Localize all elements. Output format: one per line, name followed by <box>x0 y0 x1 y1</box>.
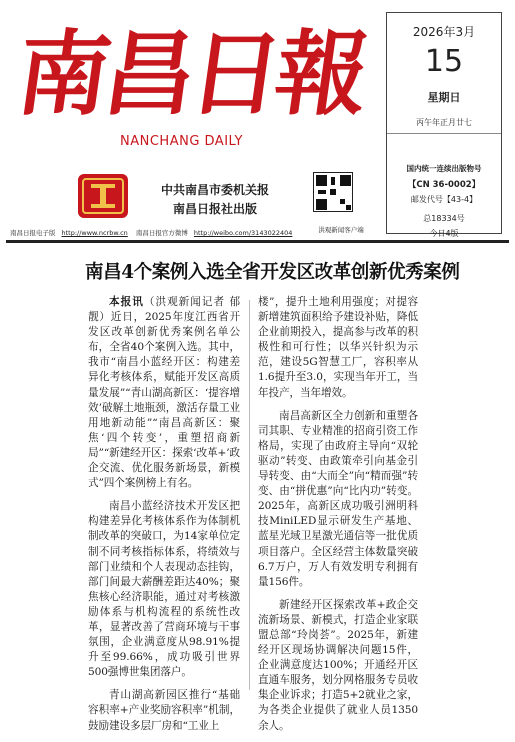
lunar-date: 丙午年正月廿七 <box>416 118 472 127</box>
article-paragraph-text: （洪观新闻记者 郁靓）近日，2025年度江西省开发区改革创新优秀案例名单公布，全省40个案例入选。其中，我市“南昌小蓝经开区：构建差异化考核体系，赋能开发区高质量发展”“青山湖高新区：‘提容增效’破解土地瓶颈，激活存量工业用地新动能”“南昌高新区：聚焦‘四个转变’，重塑招商新局”“新建经开区：探索‘改革+’政企交流、优化服务新场景，新模式”四个案例榜上有名。 <box>88 296 241 490</box>
weibo-link[interactable]: http://weibo.com/3143022404 <box>193 229 293 237</box>
masthead <box>0 0 515 238</box>
publisher-line-1: 中共南昌市委机关报 <box>160 183 269 197</box>
column-divider <box>249 300 250 690</box>
issue-weekday: 星期日 <box>427 91 461 104</box>
qr-code-icon <box>313 172 353 212</box>
qr-code-label: 洪观新闻客户端 <box>318 226 364 234</box>
article-paragraph: 楼”，提升土地利用强度；对提容新增建筑面积给予建设补贴，降低企业前期投入，提高参与改革的积极性和可行性；以华兴针织为示范，建设5G智慧工厂，容积率从1.6提升至3.0，实现当年开工，当年投产，当年增效。 <box>258 296 418 399</box>
issue-year-month: 2026年3月 <box>412 25 476 39</box>
article-byline: 本报讯 <box>109 296 144 308</box>
article-paragraph <box>88 295 240 491</box>
epaper-label: 南昌日报电子版 <box>10 229 56 237</box>
issue-day: 15 <box>424 44 464 79</box>
weibo-label: 南昌日报官方微博 <box>135 229 188 237</box>
newspaper-logo-icon <box>78 174 128 218</box>
publisher-line-2: 南昌日报社出版 <box>172 202 257 216</box>
total-issue-number: 总18334号 <box>423 214 465 223</box>
article-paragraph: 青山湖高新园区推行“基础容积率+产业奖励容积率”机制，鼓励建设多层厂房和“工业上 <box>88 689 240 732</box>
article-headline[interactable]: 南昌4个案例入选全省开发区改革创新优秀案例 <box>85 262 460 283</box>
publication-number-label: 国内统一连续出版物号 <box>406 164 482 173</box>
postal-code: 邮发代号【43-4】 <box>410 195 478 204</box>
article-paragraph: 南昌小蓝经济技术开发区把构建差异化考核体系作为体制机制改革的突破口，为14家单位定制不同考核指标体系，将绩效与部门业绩和个人表现动态挂钩，部门间最大薪酬差距达40%；聚焦核心经济职能，通过对考核激励体系与机构流程的系统性改革，显著改善了营商环境与干事氛围，企业满意度从98.91%提升至99.66%，成功吸引世界500强博世集团落户。 <box>88 500 240 679</box>
article-column-right <box>258 295 418 742</box>
date-box-divider <box>387 133 501 134</box>
cn-number: 【CN 36-0002】 <box>407 180 481 190</box>
newspaper-title-english: NANCHANG DAILY <box>120 134 243 149</box>
newspaper-title: 南昌日報 <box>10 20 370 128</box>
article-paragraph: 南昌高新区全力创新和重塑各司其职、专业精准的招商引资工作格局，实现了由政府主导向“双轮驱动”转变、由政策牵引向基金引导转变、由“大而全”向“精而强”转变、由“拼优惠”向“比内功”转变。2025年，高新区成功吸引洲明科技MiniLED显示研发生产基地、蓝星光域卫星激光通信等一批优质项目落户。全区经营主体数量突破6.7万户，万人有效发明专利拥有量156件。 <box>258 409 418 588</box>
date-box <box>386 12 502 238</box>
masthead-divider <box>6 240 509 243</box>
epaper-link[interactable]: http://www.ncrbw.cn <box>61 229 128 237</box>
epaper-info-bar <box>10 228 310 238</box>
article-column-left <box>88 295 240 742</box>
page-count: 今日4版 <box>429 229 459 238</box>
article-paragraph: 新建经开区探索改革+政企交流新场景、新模式，打造企业家联盟总部“玲岗荟”。2025年，新建经开区现场协调解决问题15件，企业满意度达100%；开通经开区直通车服务，划分网格服务专员收集企业诉求；打造5+2就业之家，为各类企业提供了就业人员1350余人。 <box>258 598 418 732</box>
